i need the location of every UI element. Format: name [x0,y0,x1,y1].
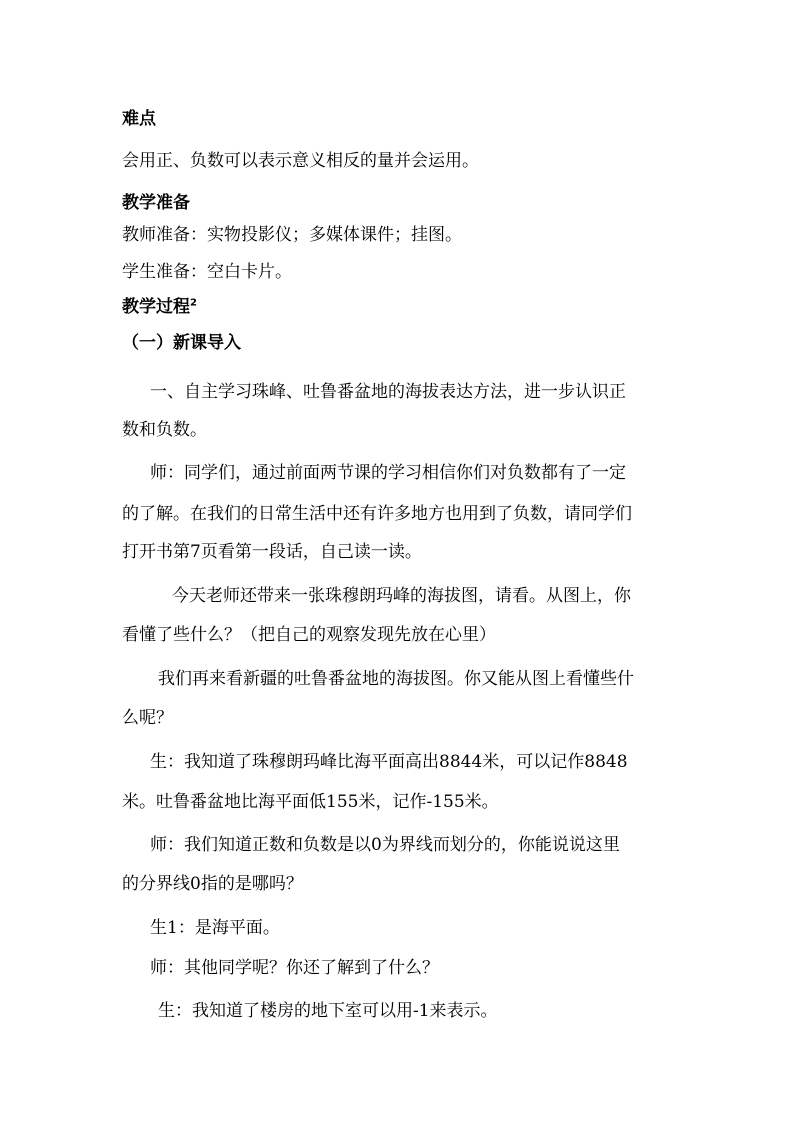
paragraph-line: 米。吐鲁番盆地比海平面低155米，记作-155米。 [122,792,499,812]
difficulty-heading: 难点 [122,109,156,129]
paragraph-line: 看懂了些什么？（把自己的观察发现先放在心里） [122,625,496,645]
paragraph-line: 么呢？ [122,708,173,728]
intro-heading: （一）新课导入 [122,333,241,353]
paragraph-line: 的分界线0指的是哪吗？ [122,874,303,894]
paragraph-line: 今天老师还带来一张珠穆朗玛峰的海拔图，请看。从图上，你 [172,586,631,606]
paragraph-line: 师：其他同学呢？你还了解到了什么？ [150,958,439,978]
paragraph-line: 生1：是海平面。 [150,918,280,938]
process-heading [122,296,197,318]
process-heading-footnote: 2 [190,297,197,309]
paragraph-line: 师：我们知道正数和负数是以0为界线而划分的，你能说说这里 [150,835,620,855]
process-heading-text: 教学过程 [122,297,190,317]
paragraph-line: 一、自主学习珠峰、吐鲁番盆地的海拔表达方法，进一步认识正 [150,382,626,402]
paragraph-line: 的了解。在我们的日常生活中还有许多地方也用到了负数，请同学们 [122,504,632,524]
paragraph-line: 生：我知道了楼房的地下室可以用-1来表示。 [158,1001,498,1021]
difficulty-text: 会用正、负数可以表示意义相反的量并会运用。 [122,151,479,171]
student-prep: 学生准备：空白卡片。 [122,262,292,282]
paragraph-line: 师：同学们，通过前面两节课的学习相信你们对负数都有了一定 [150,463,626,483]
prep-heading: 教学准备 [122,193,190,213]
teacher-prep: 教师准备：实物投影仪；多媒体课件；挂图。 [122,225,462,245]
paragraph-line: 打开书第7页看第一段话，自己读一读。 [122,542,422,562]
paragraph-line: 数和负数。 [122,420,207,440]
paragraph-line: 生：我知道了珠穆朗玛峰比海平面高出8844米，可以记作8848 [150,752,628,772]
paragraph-line: 我们再来看新疆的吐鲁番盆地的海拔图。你又能从图上看懂些什 [158,669,634,689]
